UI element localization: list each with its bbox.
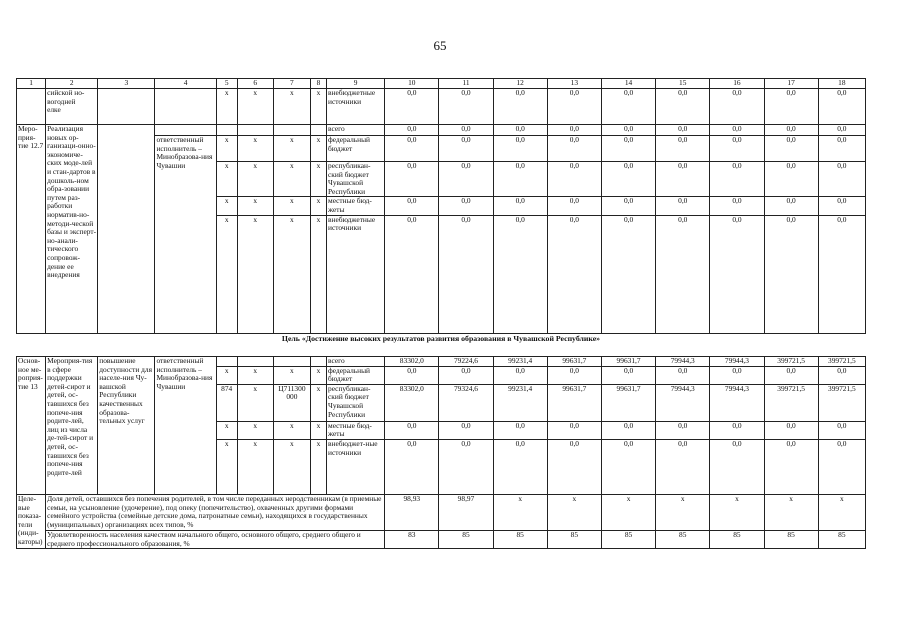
b1-r0-value-16: 0,0 [710,125,764,136]
b1-r3-value-16: 0,0 [710,197,764,215]
main-event-id: Основ-ное ме-роприя-тие 13 [17,357,46,495]
column-number: 10 [385,79,439,89]
b2-r2-code-8: x [310,384,326,421]
b2-r0-funding-source: всего [327,357,385,367]
indicator-value-11: 85 [439,530,493,548]
b1-r4-code-5: x [216,215,237,333]
b1-r3-value-14: 0,0 [601,197,655,215]
b2-r3-code-5: x [216,421,237,439]
b1-r2-value-11: 0,0 [439,162,493,197]
b2-r1-funding-source: федеральный бюджет [327,366,385,384]
b1-r4-value-17: 0,0 [764,215,818,333]
b1-r1-code-5: x [216,136,237,162]
b2-r3-code-6: x [237,421,273,439]
b2-r1-value-11: 0,0 [439,366,493,384]
b2-r3-value-11: 0,0 [439,421,493,439]
b1-r2-value-15: 0,0 [656,162,710,197]
b2-r3-code-8: x [310,421,326,439]
program-table-part2 [16,356,866,549]
b1-top-value-10: 0,0 [385,89,439,125]
column-number: 14 [601,79,655,89]
indicator-name: Удовлетворенность населения качеством начального общего, основного общего, среднего общего и среднего профессионального образования, % [46,530,385,548]
b1-r3-funding-source: местные бюд-жеты [327,197,385,215]
b2-r3-value-16: 0,0 [710,421,764,439]
b1-r1-value-17: 0,0 [764,136,818,162]
b1-r0-value-10: 0,0 [385,125,439,136]
b2-r3-value-17: 0,0 [764,421,818,439]
b1-r0-code-7 [273,125,310,136]
b1-r2-value-10: 0,0 [385,162,439,197]
b2-r4-value-16: 0,0 [710,439,764,494]
event-goal [98,125,155,334]
b2-r2-value-14: 99631,7 [601,384,655,421]
b1-top-value-18: 0,0 [818,89,865,125]
b1-r1-value-10: 0,0 [385,136,439,162]
column-number: 17 [764,79,818,89]
indicator-value-13: 85 [547,530,601,548]
b2-r4-value-17: 0,0 [764,439,818,494]
b1-r2-value-16: 0,0 [710,162,764,197]
indicator-value-16: x [710,494,764,530]
b2-r3-value-13: 0,0 [547,421,601,439]
column-number: 16 [710,79,764,89]
cell-empty [155,89,216,125]
b2-r1-code-6: x [237,366,273,384]
table-row [17,357,866,367]
b2-r0-value-14: 99631,7 [601,357,655,367]
table-row [17,125,866,136]
b2-r2-value-12: 99231,4 [493,384,547,421]
b1-r2-value-18: 0,0 [818,162,865,197]
b2-r1-value-10: 0,0 [385,366,439,384]
column-number: 7 [273,79,310,89]
b1-r3-value-11: 0,0 [439,197,493,215]
indicator-row [17,494,866,530]
b1-r1-value-15: 0,0 [656,136,710,162]
indicator-value-14: 85 [601,530,655,548]
b1-r0-code-6 [237,125,273,136]
b1-r0-funding-source: всего [327,125,385,136]
b2-r2-value-10: 83302,0 [385,384,439,421]
b2-r4-funding-source: внебюджет-ные источники [327,439,385,494]
b1-r4-value-18: 0,0 [818,215,865,333]
indicator-value-15: 85 [656,530,710,548]
responsible-executor: ответственный исполнитель – Минобразова-ния Чувашии [155,136,216,334]
event-id: Меро- прия- тие 12.7 [17,125,46,334]
b1-top-value-14: 0,0 [601,89,655,125]
column-number: 1 [17,79,46,89]
b2-r0-value-16: 79944,3 [710,357,764,367]
column-number: 6 [237,79,273,89]
b2-r1-value-13: 0,0 [547,366,601,384]
column-number: 2 [46,79,98,89]
responsible-executor-top [155,125,216,136]
b1-r0-code-8 [310,125,326,136]
indicator-value-17: x [764,494,818,530]
b2-r1-value-15: 0,0 [656,366,710,384]
indicator-value-14: x [601,494,655,530]
b2-r4-code-8: x [310,439,326,494]
b1-top-value-11: 0,0 [439,89,493,125]
b1-r0-value-14: 0,0 [601,125,655,136]
b1-r0-value-13: 0,0 [547,125,601,136]
b2-r4-value-13: 0,0 [547,439,601,494]
indicator-value-11: 98,97 [439,494,493,530]
indicator-name: Доля детей, оставшихся без попечения родителей, в том числе переданных неродственникам (в приемные семьи, на усыновление (удочерение), под опеку (попечительство), охваченных другими формами семейного устройства (семейные детские дома, патронатные семьи), находящихся в государственных (муниципальных) организациях всех типов, % [46,494,385,530]
b1-r1-value-18: 0,0 [818,136,865,162]
indicator-value-17: 85 [764,530,818,548]
b2-r3-value-15: 0,0 [656,421,710,439]
b1-r2-value-12: 0,0 [493,162,547,197]
b2-r2-code-7: Ц711300 000 [273,384,310,421]
indicator-value-15: x [656,494,710,530]
b2-r1-code-8: x [310,366,326,384]
indicator-value-12: x [493,494,547,530]
b1-r3-code-8: x [310,197,326,215]
b1-r1-value-13: 0,0 [547,136,601,162]
column-number: 18 [818,79,865,89]
b1-r4-code-6: x [237,215,273,333]
b1-top-code-8: x [310,89,326,125]
indicator-value-12: 85 [493,530,547,548]
b2-r3-code-7: x [273,421,310,439]
b2-r2-value-17: 399721,5 [764,384,818,421]
b1-r0-value-15: 0,0 [656,125,710,136]
column-number-row [17,79,866,89]
b1-top-value-17: 0,0 [764,89,818,125]
b2-r0-value-17: 399721,5 [764,357,818,367]
main-event-name: Мероприя-тия в сфере поддержки детей-сирот и детей, ос-тавшихся без попече-ния родите-лей, лиц из числа де-тей-сирот и детей, ос-тавшихся без попече-ния родите-лей [46,357,98,495]
b2-r4-code-7: x [273,439,310,494]
b1-top-value-12: 0,0 [493,89,547,125]
b2-r4-value-18: 0,0 [818,439,865,494]
b2-r3-value-14: 0,0 [601,421,655,439]
b1-r0-value-17: 0,0 [764,125,818,136]
b1-r1-funding-source: федеральный бюджет [327,136,385,162]
table-row [17,89,866,125]
b1-top-code-7: x [273,89,310,125]
column-number: 5 [216,79,237,89]
column-number: 3 [98,79,155,89]
b2-r1-code-5: x [216,366,237,384]
b1-r4-value-13: 0,0 [547,215,601,333]
b1-r0-value-12: 0,0 [493,125,547,136]
column-number: 9 [327,79,385,89]
b2-r4-value-14: 0,0 [601,439,655,494]
b2-r0-code-5 [216,357,237,367]
b2-r4-code-5: x [216,439,237,494]
b1-top-code-5: x [216,89,237,125]
b2-r3-value-12: 0,0 [493,421,547,439]
b1-top-value-13: 0,0 [547,89,601,125]
b1-r3-value-18: 0,0 [818,197,865,215]
b2-r2-code-6: x [237,384,273,421]
b1-r3-value-15: 0,0 [656,197,710,215]
indicator-value-10: 98,93 [385,494,439,530]
b2-r4-value-12: 0,0 [493,439,547,494]
indicator-value-18: x [818,494,865,530]
b2-r1-value-17: 0,0 [764,366,818,384]
b1-r2-code-7: x [273,162,310,197]
continued-event-name: сийской но- вогодней елке [46,89,98,125]
page-number: 65 [433,38,447,53]
b2-r2-value-15: 79944,3 [656,384,710,421]
indicator-row [17,530,866,548]
b1-r2-value-14: 0,0 [601,162,655,197]
b1-r1-code-7: x [273,136,310,162]
cell-empty [98,89,155,125]
b2-r2-funding-source: республикан-ский бюджет Чувашской Республики [327,384,385,421]
b1-r4-value-14: 0,0 [601,215,655,333]
b1-r2-code-6: x [237,162,273,197]
b1-r3-value-12: 0,0 [493,197,547,215]
column-number: 12 [493,79,547,89]
indicator-value-18: 85 [818,530,865,548]
b2-r0-value-18: 399721,5 [818,357,865,367]
b1-r3-value-13: 0,0 [547,197,601,215]
b2-r4-code-6: x [237,439,273,494]
responsible-executor: ответственный исполнитель – Минобразова-ния Чувашии [155,357,216,495]
b1-r1-code-6: x [237,136,273,162]
b1-r1-value-16: 0,0 [710,136,764,162]
b1-r1-value-12: 0,0 [493,136,547,162]
b2-r0-value-13: 99631,7 [547,357,601,367]
b2-r2-value-13: 99631,7 [547,384,601,421]
b1-r2-code-5: x [216,162,237,197]
b2-r1-value-12: 0,0 [493,366,547,384]
b2-r1-value-18: 0,0 [818,366,865,384]
b1-r2-value-13: 0,0 [547,162,601,197]
b2-r0-code-6 [237,357,273,367]
b2-r0-value-12: 99231,4 [493,357,547,367]
column-number: 11 [439,79,493,89]
b1-r4-value-12: 0,0 [493,215,547,333]
b2-r2-code-5: 874 [216,384,237,421]
b1-r4-value-11: 0,0 [439,215,493,333]
b1-r4-code-8: x [310,215,326,333]
goal-heading: Цель «Достижение высоких результатов развития образования в Чувашской Республике» [281,334,601,343]
cell-empty [17,89,46,125]
indicator-value-13: x [547,494,601,530]
column-number: 15 [656,79,710,89]
b1-r1-value-14: 0,0 [601,136,655,162]
b1-r2-value-17: 0,0 [764,162,818,197]
b2-r4-value-11: 0,0 [439,439,493,494]
b2-r1-value-16: 0,0 [710,366,764,384]
b1-r2-funding-source: республикан-ский бюджет Чувашской Республики [327,162,385,197]
b1-r0-value-11: 0,0 [439,125,493,136]
b2-r1-value-14: 0,0 [601,366,655,384]
b1-top-value-16: 0,0 [710,89,764,125]
b1-top-value-15: 0,0 [656,89,710,125]
b1-r4-value-10: 0,0 [385,215,439,333]
column-number: 4 [155,79,216,89]
b1-top-funding-source: внебюджетные источники [327,89,385,125]
b2-r2-value-11: 79324,6 [439,384,493,421]
b2-r3-value-10: 0,0 [385,421,439,439]
b2-r0-value-11: 79224,6 [439,357,493,367]
indicator-value-10: 83 [385,530,439,548]
b2-r2-value-18: 399721,5 [818,384,865,421]
main-event-goal: повышение доступности для населе-ния Чу-вашской Республики качественных образова-тельных услуг [98,357,155,495]
b2-r3-funding-source: местные бюд-жеты [327,421,385,439]
b1-r0-value-18: 0,0 [818,125,865,136]
b1-r3-code-7: x [273,197,310,215]
b2-r3-value-18: 0,0 [818,421,865,439]
b1-r3-value-17: 0,0 [764,197,818,215]
b1-r3-code-5: x [216,197,237,215]
b2-r0-code-7 [273,357,310,367]
b2-r2-value-16: 79944,3 [710,384,764,421]
b1-r1-code-8: x [310,136,326,162]
b1-r2-code-8: x [310,162,326,197]
b2-r0-code-8 [310,357,326,367]
indicators-label: Целе-вые показа-тели (инди-каторы) [17,494,46,548]
column-number: 8 [310,79,326,89]
b1-r4-value-15: 0,0 [656,215,710,333]
program-table-part1 [16,78,866,334]
b1-top-code-6: x [237,89,273,125]
b2-r4-value-15: 0,0 [656,439,710,494]
b1-r4-value-16: 0,0 [710,215,764,333]
event-name: Реализация новых ор-ганизаци-онно-экономиче-ских моде-лей и стан-дартов в дошколь-ном обра-зовании путем раз-работки норматив-но-методи-ческой базы и эксперт-но-анали-тического сопровож-дение ее внедрения [46,125,98,334]
indicator-value-16: 85 [710,530,764,548]
b1-r0-code-5 [216,125,237,136]
b1-r3-value-10: 0,0 [385,197,439,215]
b2-r0-value-15: 79944,3 [656,357,710,367]
b2-r1-code-7: x [273,366,310,384]
b1-r4-funding-source: внебюджетные источники [327,215,385,333]
b2-r0-value-10: 83302,0 [385,357,439,367]
column-number: 13 [547,79,601,89]
b2-r4-value-10: 0,0 [385,439,439,494]
b1-r1-value-11: 0,0 [439,136,493,162]
b1-r4-code-7: x [273,215,310,333]
b1-r3-code-6: x [237,197,273,215]
